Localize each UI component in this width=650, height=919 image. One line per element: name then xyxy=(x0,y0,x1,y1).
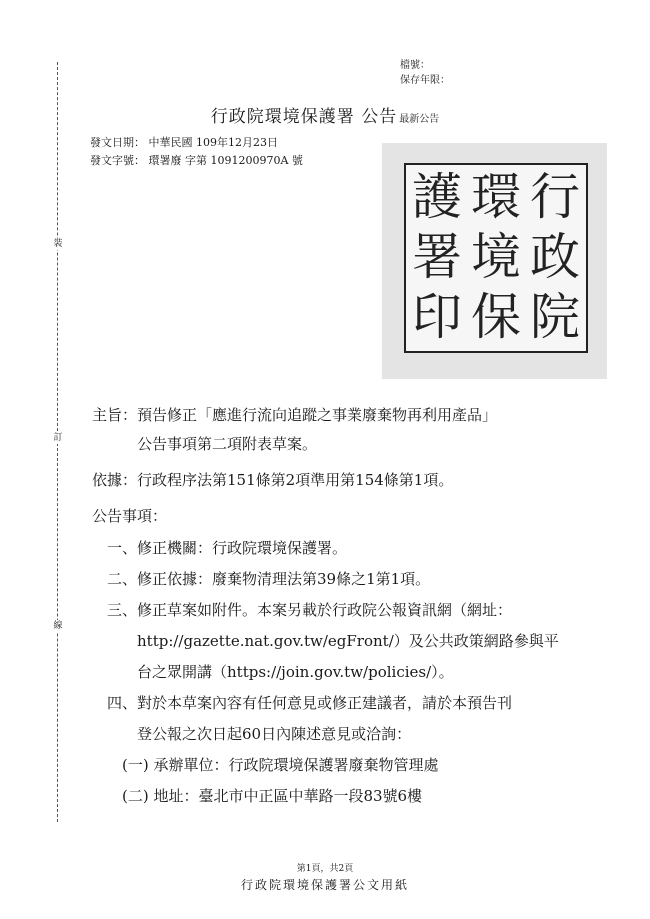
page-number: 第1頁，共2頁 xyxy=(296,864,354,874)
reference-number xyxy=(90,152,303,168)
item-3-line-2: http://gazette.nat.gov.tw/egFront/）及公共政策網路參與平 xyxy=(137,632,559,650)
seal-char: 護 xyxy=(412,168,462,226)
seal-char: 境 xyxy=(471,228,521,286)
item-4-line-1: 四、對於本草案內容有任何意見或修正建議者，請於本預告刊 xyxy=(107,694,513,712)
file-number-label: 檔號： xyxy=(400,60,430,71)
seal-char: 署 xyxy=(412,228,462,286)
item-3-line-1: 三、修正草案如附件。本案另載於行政院公報資訊網（網址： xyxy=(107,601,513,619)
archive-info xyxy=(400,58,450,88)
basis-line: 依據：行政程序法第151條第2項準用第154條第1項。 xyxy=(92,471,454,489)
item-4-line-2: 登公報之次日起60日內陳述意見或洽詢： xyxy=(137,725,412,743)
document-title: 行政院環境保護署 公告 xyxy=(210,107,398,127)
subject-line-1: 主旨：預告修正「應進行流向追蹤之事業廢棄物再利用產品」 xyxy=(92,406,498,424)
document-header xyxy=(0,102,650,127)
binding-mark-ding: 訂 xyxy=(51,432,65,444)
reference-number-value: 環署廢 字第 1091200970A 號 xyxy=(148,154,303,167)
seal-char: 保 xyxy=(471,288,521,346)
item-3-line-3: 台之眾開講（https://join.gov.tw/policies/）。 xyxy=(137,663,454,681)
seal-border xyxy=(404,163,588,353)
issue-date xyxy=(90,134,278,150)
seal-char: 院 xyxy=(530,288,580,346)
footer-organization: 行政院環境保護署公文用紙 xyxy=(240,878,409,892)
issue-date-value: 中華民國 109年12月23日 xyxy=(148,136,278,149)
item-1: 一、修正機關：行政院環境保護署。 xyxy=(107,539,348,557)
subject-line-2: 公告事項第二項附表草案。 xyxy=(137,435,318,453)
latest-tag: 最新公告 xyxy=(399,114,440,125)
item-2: 二、修正依據：廢棄物清理法第39條之1第1項。 xyxy=(107,570,431,588)
issue-date-label: 發文日期： xyxy=(90,136,145,149)
binding-mark-zhuang: 裝 xyxy=(51,238,65,250)
seal-char: 印 xyxy=(412,288,462,346)
binding-mark-xian: 線 xyxy=(51,620,65,632)
reference-number-label: 發文字號： xyxy=(90,154,145,167)
retention-label: 保存年限： xyxy=(400,75,450,86)
official-seal xyxy=(382,143,607,379)
items-heading: 公告事項： xyxy=(92,507,168,525)
seal-char: 環 xyxy=(471,168,521,226)
seal-char: 政 xyxy=(530,228,580,286)
sub-item-2: (二) 地址：臺北市中正區中華路一段83號6樓 xyxy=(122,787,423,805)
sub-item-1: (一) 承辦單位：行政院環境保護署廢棄物管理處 xyxy=(122,756,439,774)
seal-char: 行 xyxy=(530,168,580,226)
